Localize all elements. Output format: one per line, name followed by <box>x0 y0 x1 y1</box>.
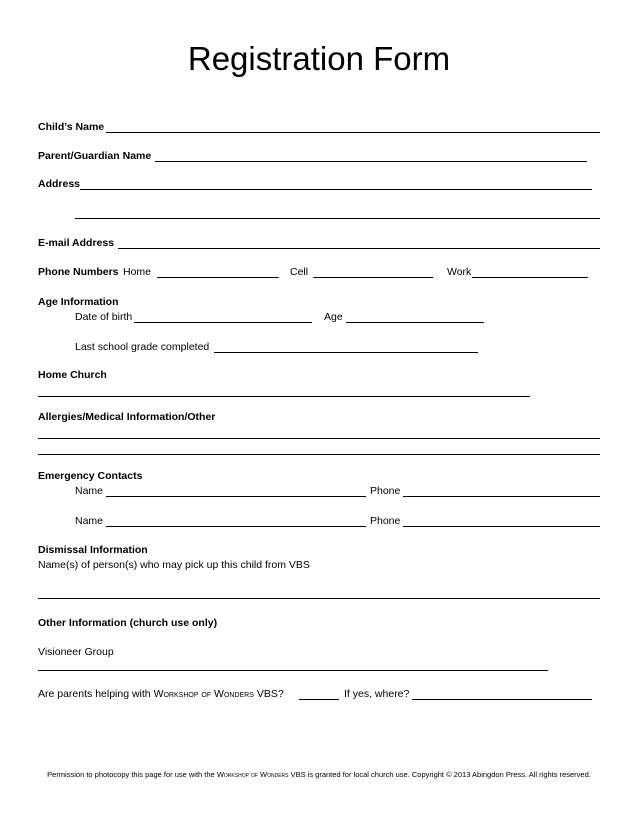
other-information-label: Other Information (church use only) <box>38 617 218 629</box>
childs-name-label: Child’s Name <box>38 121 105 133</box>
date-of-birth-field[interactable] <box>134 322 312 323</box>
parent-guardian-name-field[interactable] <box>155 161 587 162</box>
emergency-contact-2-name-label: Name <box>75 515 104 527</box>
emergency-contact-2-phone-field[interactable] <box>403 526 600 527</box>
parents-helping-question <box>38 688 284 700</box>
age-field[interactable] <box>346 322 484 323</box>
page-title: Registration Form <box>187 40 451 77</box>
copyright-footer <box>0 770 638 779</box>
date-of-birth-label: Date of birth <box>75 311 133 323</box>
phone-cell-label: Cell <box>290 266 309 278</box>
emergency-contact-1-name-label: Name <box>75 485 104 497</box>
address-field-line-1[interactable] <box>80 189 592 190</box>
emergency-contact-1-phone-field[interactable] <box>403 496 600 497</box>
footer-suffix: VBS is granted for local church use. Copyright © 2013 Abingdon Press. All rights reserved. <box>288 770 591 779</box>
emergency-contacts-label: Emergency Contacts <box>38 470 143 482</box>
parents-helping-suffix: VBS? <box>253 688 284 700</box>
visioneer-group-label: Visioneer Group <box>38 646 114 658</box>
allergies-field-line-2[interactable] <box>38 454 600 455</box>
parents-helping-program: Workshop of Wonders <box>153 688 254 700</box>
email-address-label: E-mail Address <box>38 237 115 249</box>
last-school-grade-label: Last school grade completed <box>75 341 210 353</box>
dismissal-information-label: Dismissal Information <box>38 544 148 556</box>
emergency-contact-1-name-field[interactable] <box>106 496 366 497</box>
parents-helping-prefix: Are parents helping with <box>38 688 154 700</box>
emergency-contact-2-phone-label: Phone <box>370 515 401 527</box>
phone-home-field[interactable] <box>157 277 279 278</box>
phone-cell-field[interactable] <box>313 277 433 278</box>
last-school-grade-field[interactable] <box>214 352 478 353</box>
parent-guardian-name-label: Parent/Guardian Name <box>38 150 152 162</box>
emergency-contact-2-name-field[interactable] <box>106 526 366 527</box>
footer-prefix: Permission to photocopy this page for use with the <box>47 770 217 779</box>
address-field-line-2[interactable] <box>75 218 600 219</box>
childs-name-field[interactable] <box>106 132 600 133</box>
footer-program: Workshop of Wonders <box>216 770 289 779</box>
if-yes-where-label: If yes, where? <box>344 688 410 700</box>
phone-home-label: Home <box>123 266 152 278</box>
home-church-label: Home Church <box>38 369 107 381</box>
phone-numbers-label: Phone Numbers <box>38 266 119 278</box>
address-label: Address <box>38 178 81 190</box>
phone-work-field[interactable] <box>472 277 588 278</box>
allergies-field-line-1[interactable] <box>38 438 600 439</box>
age-information-label: Age Information <box>38 296 119 308</box>
phone-work-label: Work <box>447 266 472 278</box>
dismissal-names-label: Name(s) of person(s) who may pick up this child from VBS <box>38 559 310 571</box>
email-address-field[interactable] <box>118 248 600 249</box>
if-yes-where-field[interactable] <box>412 699 592 700</box>
visioneer-group-field[interactable] <box>38 670 548 671</box>
home-church-field[interactable] <box>38 396 530 397</box>
age-label: Age <box>324 311 343 323</box>
parents-helping-field[interactable] <box>299 699 339 700</box>
emergency-contact-1-phone-label: Phone <box>370 485 401 497</box>
dismissal-names-field[interactable] <box>38 598 600 599</box>
allergies-label: Allergies/Medical Information/Other <box>38 411 216 423</box>
